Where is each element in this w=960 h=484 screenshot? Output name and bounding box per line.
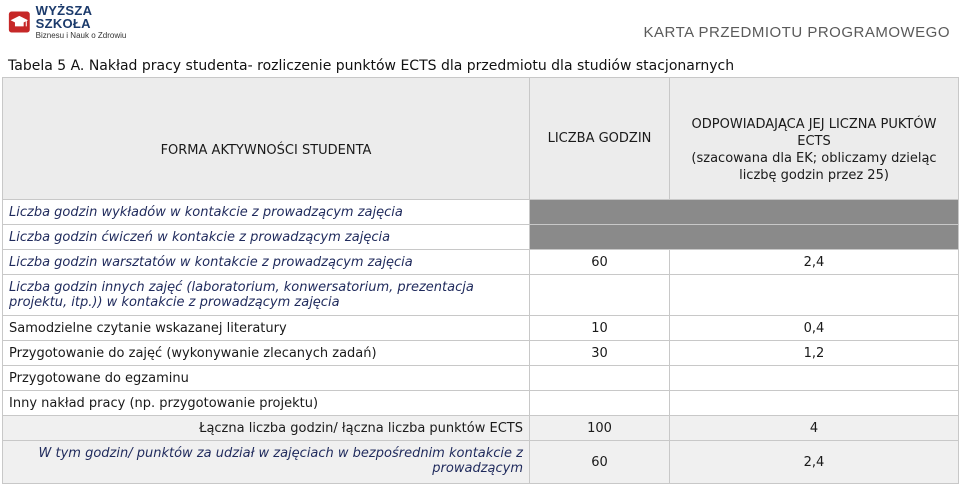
header-ects-line: liczbę godzin przez 25)	[739, 168, 889, 184]
total-label: Łączna liczba godzin/ łączna liczba punktów ECTS	[3, 416, 530, 441]
logo-name: WYŻSZA SZKOŁA	[35, 3, 92, 31]
contact-label: W tym godzin/ punktów za udział w zajęciach w bezpośrednim kontakcie z prowadzącym	[3, 441, 530, 484]
row-ects	[670, 275, 959, 316]
contact-hours: 60	[530, 441, 670, 484]
table-row	[3, 275, 959, 316]
ects-table	[2, 77, 959, 484]
row-ects	[670, 391, 959, 416]
row-activity: Liczba godzin warsztatów w kontakcie z prowadzącym zajęcia	[3, 250, 530, 275]
row-hours: 60	[530, 250, 670, 275]
header-ects	[670, 78, 959, 200]
graduation-cap-icon	[8, 9, 31, 35]
row-hours: 10	[530, 316, 670, 341]
row-hours: 30	[530, 341, 670, 366]
header-ects-line: ODPOWIADAJĄCA JEJ LICZNA PUKTÓW	[691, 116, 937, 132]
row-hours	[530, 366, 670, 391]
header-activity: FORMA AKTYWNOŚCI STUDENTA	[3, 78, 530, 200]
row-hours	[530, 391, 670, 416]
total-hours: 100	[530, 416, 670, 441]
table-caption: Tabela 5 A. Nakład pracy studenta- rozliczenie punktów ECTS dla przedmiotu dla studiów stacjonarnych	[8, 58, 735, 74]
total-row	[3, 416, 959, 441]
university-logo	[8, 3, 136, 40]
table-row	[3, 225, 959, 250]
row-ects	[670, 366, 959, 391]
row-ects: 2,4	[670, 250, 959, 275]
table-row	[3, 341, 959, 366]
document-title: KARTA PRZEDMIOTU PROGRAMOWEGO	[643, 24, 950, 41]
row-activity: Przygotowane do egzaminu	[3, 366, 530, 391]
row-activity: Liczba godzin innych zajęć (laboratorium, konwersatorium, prezentacja projektu, itp.)) w kontakcie z prowadzącym zajęcia	[3, 275, 530, 316]
table-header-row	[3, 78, 959, 200]
row-activity: Samodzielne czytanie wskazanej literatury	[3, 316, 530, 341]
row-hours	[530, 275, 670, 316]
header-ects-line: ECTS	[797, 133, 831, 149]
page-header	[0, 0, 960, 56]
table-row	[3, 391, 959, 416]
row-ects: 0,4	[670, 316, 959, 341]
row-activity: Liczba godzin ćwiczeń w kontakcie z prowadzącym zajęcia	[3, 225, 530, 250]
contact-row	[3, 441, 959, 484]
table-row	[3, 200, 959, 225]
shaded-cell	[530, 200, 959, 225]
table-row	[3, 250, 959, 275]
logo-subtitle: Biznesu i Nauk o Zdrowiu	[35, 31, 127, 40]
table-row	[3, 316, 959, 341]
header-ects-line: (szacowana dla EK; obliczamy dzieląc	[691, 151, 937, 166]
shaded-cell	[530, 225, 959, 250]
table-row	[3, 366, 959, 391]
row-activity: Liczba godzin wykładów w kontakcie z prowadzącym zajęcia	[3, 200, 530, 225]
row-activity: Przygotowanie do zajęć (wykonywanie zlecanych zadań)	[3, 341, 530, 366]
header-hours: LICZBA GODZIN	[530, 78, 670, 200]
contact-ects: 2,4	[670, 441, 959, 484]
total-ects: 4	[670, 416, 959, 441]
row-ects: 1,2	[670, 341, 959, 366]
row-activity: Inny nakład pracy (np. przygotowanie projektu)	[3, 391, 530, 416]
